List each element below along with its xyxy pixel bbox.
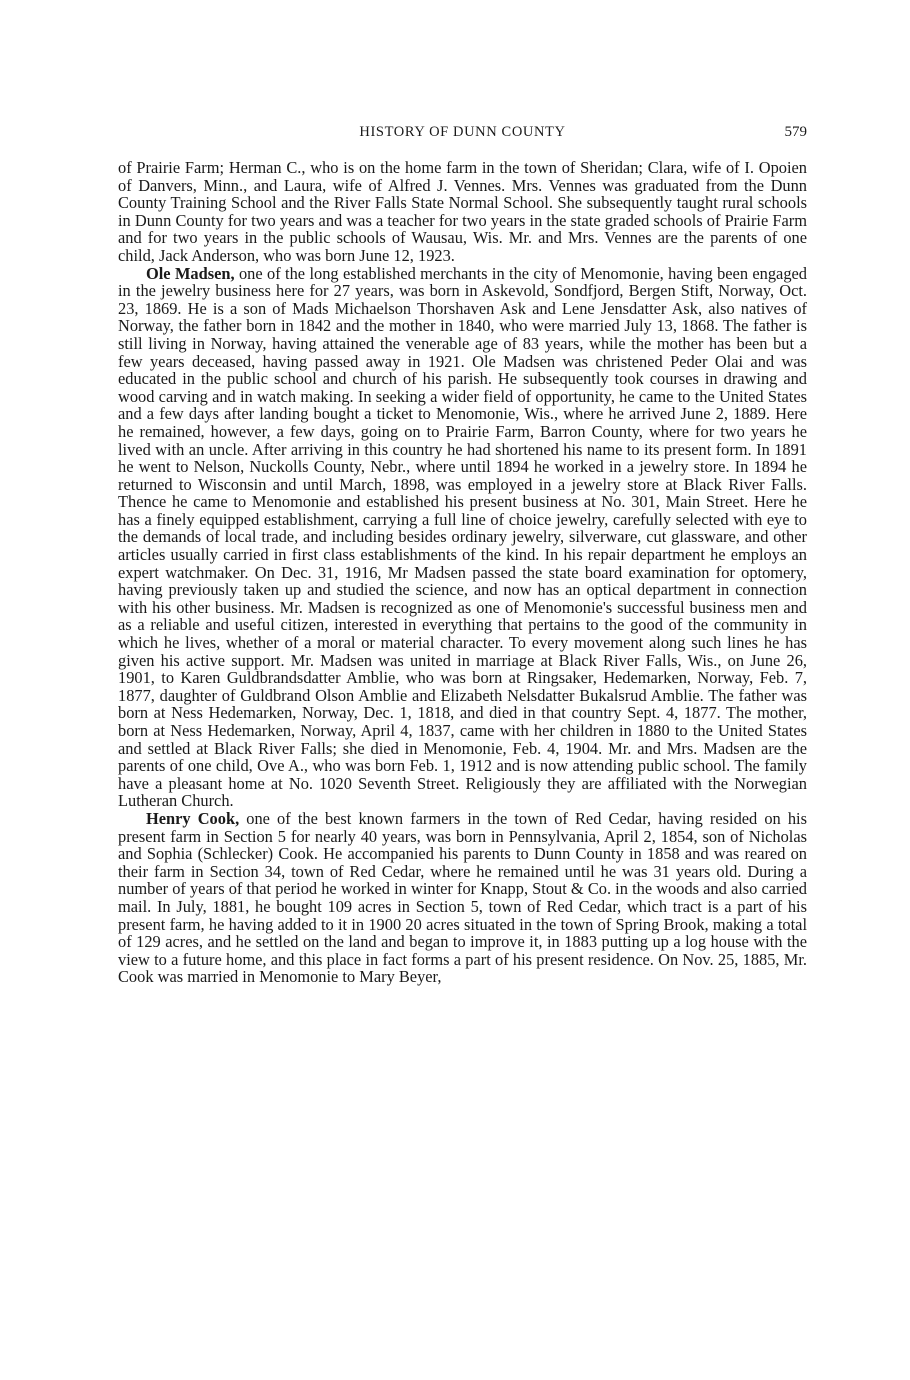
page-number: 579 [784,124,807,140]
body-text [118,159,807,986]
paragraph-ole-madsen [118,265,807,810]
page-header [118,121,807,143]
paragraph-henry-cook [118,810,807,986]
paragraph-text: one of the long established merchants in the city of Menomonie, having been engaged in the jewelry business here for 27 years, was born in Askevold, Sondfjord, Bergen Stift, Norway, Oct. 23, 1869. He is a son of Mads Michaelson Thorshaven Ask and Lene Jensdatter Ask, also natives of Norway, the father born in 1842 and the mother in 1840, who were married July 13, 1868. The father is still living in Norway, having attained the venerable age of 83 years, while the mother has been but a few years deceased, having passed away in 1921. Ole Madsen was christened Peder Olai and was educated in the public school and church of his parish. He subsequently took courses in drawing and wood carving and in watch making. In seeking a wider field of opportunity, he came to the United States and a few days after landing bought a ticket to Menomonie, Wis., where he arrived June 2, 1889. Here he remained, however, a few days, going on to Prairie Farm, Barron County, where for two years he lived with an uncle. After arriving in this country he had shortened his name to its present form. In 1891 he went to Nelson, Nuckolls County, Nebr., where until 1894 he worked in a jewelry store. In 1894 he returned to Wisconsin and until March, 1898, was employed in a jewelry store at Black River Falls. Thence he came to Menomonie and established his present business at No. 301, Main Street. Here he has a finely equipped establishment, carrying a full line of choice jewelry, carefully selected with eye to the demands of local trade, and including besides ordinary jewelry, silverware, cut glassware, and other articles usually carried in first class establishments of the kind. In his repair department he employs an expert watchmaker. On Dec. 31, 1916, Mr Madsen passed the state board examination for optomery, having previously taken up and studied the science, and now has an optical department in connection with his other business. Mr. Madsen is recognized as one of Menomonie's successful business men and as a reliable and useful citizen, interested in everything that pertains to the good of the community in which he lives, whether of a moral or material character. To every movement along such lines he has given his active support. Mr. Madsen was united in marriage at Black River Falls, Wis., on June 26, 1901, to Karen Guldbrandsdatter Amblie, who was born at Ringsaker, Hedemarken, Norway, Feb. 7, 1877, daughter of Guldbrand Olson Amblie and Elizabeth Nelsdatter Bukalsrud Amblie. The father was born at Ness Hedemarken, Norway, Dec. 1, 1818, and died in that country Sept. 4, 1877. The mother, born at Ness Hedemarken, Norway, April 4, 1837, came with her children in 1880 to the United States and settled at Black River Falls; she died in Menomonie, Feb. 4, 1904. Mr. and Mrs. Madsen are the parents of one child, Ove A., who was born Feb. 1, 1912 and is now attending public school. The family have a pleasant home at No. 1020 Seventh Street. Religiously they are affiliated with the Norwegian Lutheran Church. [118,263,807,811]
paragraph-vennes-continued [118,159,807,265]
biography-name: Ole Madsen, [146,263,235,283]
paragraph-text: one of the best known farmers in the town of Red Cedar, having resided on his present farm in Section 5 for nearly 40 years, was born in Pennsylvania, April 2, 1854, son of Nicholas and Sophia (Schlecker) Cook. He accompanied his parents to Dunn County in 1858 and was reared on their farm in Section 34, town of Red Cedar, where he remained until he was 31 years old. During a number of years of that period he worked in winter for Knapp, Stout & Co. in the woods and also carried mail. In July, 1881, he bought 109 acres in Section 5, town of Red Cedar, which tract is a part of his present farm, he having added to it in 1900 20 acres situated in the town of Spring Brook, making a total of 129 acres, and he settled on the land and began to improve it, in 1883 putting up a log house with the view to a future home, and this place in fact forms a part of his present residence. On Nov. 25, 1885, Mr. Cook was married in Menomonie to Mary Beyer, [118,808,807,987]
running-head: HISTORY OF DUNN COUNTY [359,124,566,140]
paragraph-text: of Prairie Farm; Herman C., who is on the home farm in the town of Sheridan; Clara, wife of I. Opoien of Danvers, Minn., and Laura, wife of Alfred J. Vennes. Mrs. Vennes was graduated from the Dunn County Training School and the River Falls State Normal School. She subsequently taught rural schools in Dunn County for two years and was a teacher for two years in the state graded schools of Prairie Farm and for two years in the public schools of Wausau, Wis. Mr. and Mrs. Vennes are the parents of one child, Jack Anderson, who was born June 12, 1923. [118,158,807,265]
biography-name: Henry Cook, [146,808,240,828]
